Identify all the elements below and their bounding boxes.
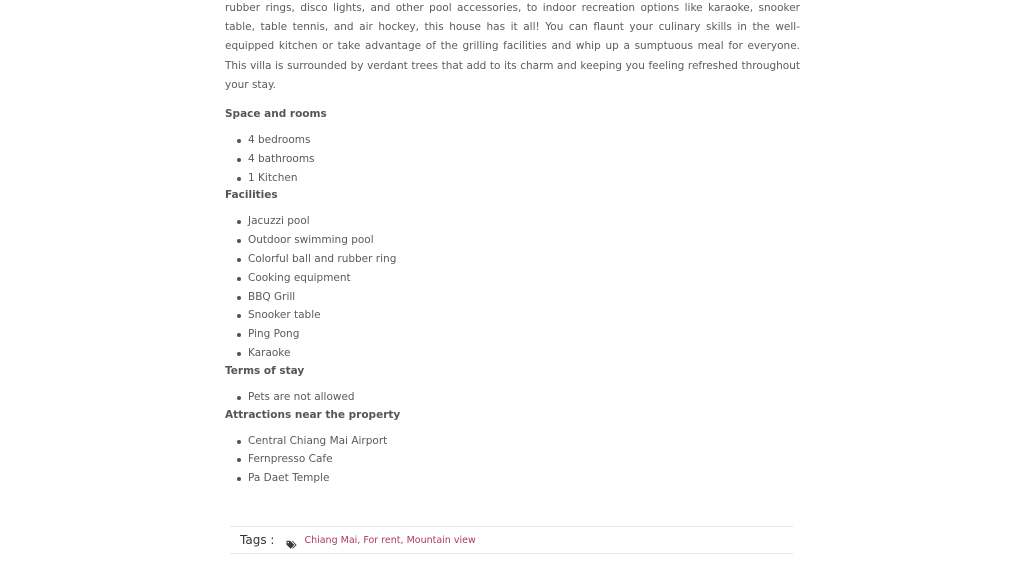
tag-separator: , xyxy=(400,534,404,546)
tag-link-for-rent[interactable]: For rent xyxy=(363,534,401,546)
intro-paragraph: rubber rings, disco lights, and other pool accessories, to indoor recreation options like karaoke, snooker table, table tennis, and air hockey, this house has it all! You can flaunt your culinary skills in the well-equipped kitchen or take advantage of the grilling facilities and whip up a sumptuous meal for everyone. This villa is surrounded by verdant trees that add to its charm and keeping you feeling refreshed throughout your stay. xyxy=(225,2,800,91)
list-item: Pets are not allowed xyxy=(248,388,800,407)
list-item: Cooking equipment xyxy=(248,269,800,288)
list-item: BBQ Grill xyxy=(248,288,800,307)
list-item: 1 Kitchen xyxy=(248,169,800,188)
section-heading-facilities: Facilities xyxy=(225,189,278,202)
list-item: Fernpresso Cafe xyxy=(248,450,800,469)
list-item: Pa Daet Temple xyxy=(248,469,800,488)
tag-link-mountain-view[interactable]: Mountain view xyxy=(406,534,476,546)
list-item: Outdoor swimming pool xyxy=(248,231,800,250)
property-description xyxy=(225,0,800,488)
list-item: 4 bedrooms xyxy=(248,131,800,150)
tags-label: Tags : xyxy=(240,533,275,547)
list-item: Central Chiang Mai Airport xyxy=(248,432,800,451)
list-item: 4 bathrooms xyxy=(248,150,800,169)
terms-list xyxy=(225,388,800,407)
list-item: Jacuzzi pool xyxy=(248,212,800,231)
attractions-list xyxy=(225,432,800,488)
list-item: Snooker table xyxy=(248,306,800,325)
list-item: Karaoke xyxy=(248,344,800,363)
tag-link-chiang-mai[interactable]: Chiang Mai xyxy=(304,534,358,546)
tag-links xyxy=(304,535,475,546)
list-item: Colorful ball and rubber ring xyxy=(248,250,800,269)
tag-separator: , xyxy=(357,534,361,546)
section-heading-attractions: Attractions near the property xyxy=(225,408,401,421)
tags-bar xyxy=(230,526,793,554)
section-heading-space-rooms: Space and rooms xyxy=(225,108,327,121)
section-heading-terms: Terms of stay xyxy=(225,364,305,377)
space-rooms-list xyxy=(225,131,800,187)
list-item: Ping Pong xyxy=(248,325,800,344)
tags-icon xyxy=(286,535,297,545)
facilities-list xyxy=(225,212,800,362)
